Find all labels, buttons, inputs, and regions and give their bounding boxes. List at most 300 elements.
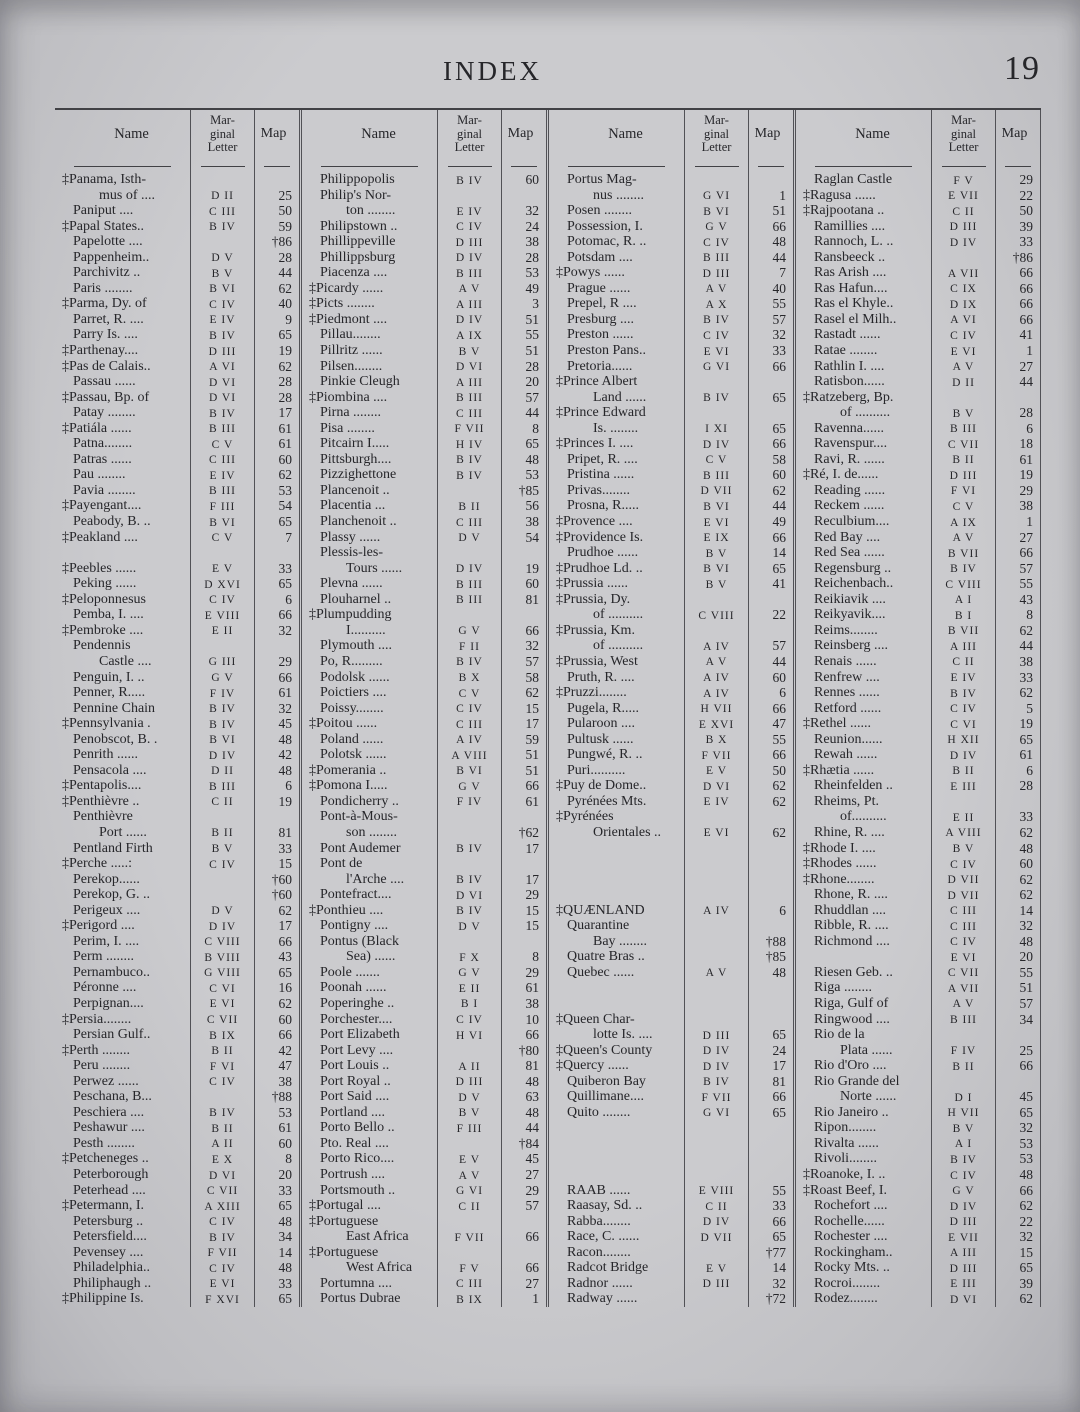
entry-map-number xyxy=(748,856,793,872)
entry-name: ‡Ragusa ...... xyxy=(803,187,876,203)
index-row xyxy=(302,1214,546,1230)
entry-marginal-letter: B IV xyxy=(437,452,501,468)
entry-name: ‡Provence .... xyxy=(556,514,633,530)
entry-name xyxy=(549,996,684,1012)
index-row xyxy=(796,172,1040,188)
entry-map-number: 44 xyxy=(995,638,1040,654)
index-row xyxy=(796,498,1040,514)
index-row xyxy=(302,421,546,437)
index-row xyxy=(302,872,546,888)
entry-marginal-letter: D VI xyxy=(190,374,254,390)
entry-map-number: 57 xyxy=(501,654,546,670)
entry-name: Ripon........ xyxy=(814,1120,877,1136)
entry-map-number xyxy=(748,841,793,857)
index-row-blank xyxy=(549,980,793,996)
index-row xyxy=(549,219,793,235)
index-row xyxy=(549,1183,793,1199)
entry-name: Regensburg .. xyxy=(814,560,892,576)
entry-marginal-letter: B II xyxy=(437,498,501,514)
entry-marginal-letter: D IV xyxy=(684,436,748,452)
entry-name: Pemba, I. .... xyxy=(73,607,144,623)
index-row xyxy=(55,234,299,250)
entry-map-number xyxy=(995,1027,1040,1043)
entry-marginal-letter: B X xyxy=(684,732,748,748)
entry-name: Parry Is. .... xyxy=(73,327,138,343)
entry-map-number: 39 xyxy=(995,1276,1040,1292)
entry-name: Rochester .... xyxy=(814,1229,888,1245)
index-row xyxy=(55,996,299,1012)
entry-map-number: 81 xyxy=(254,825,299,841)
index-row xyxy=(549,343,793,359)
entry-map-number: 19 xyxy=(254,794,299,810)
entry-map-number: 62 xyxy=(748,483,793,499)
entry-map-number: 61 xyxy=(995,747,1040,763)
index-row xyxy=(302,1167,546,1183)
entry-marginal-letter: E III xyxy=(931,778,995,794)
entry-map-number: 8 xyxy=(501,421,546,437)
entry-map-number: 40 xyxy=(254,296,299,312)
index-row xyxy=(796,281,1040,297)
entry-name: ‡Rhætia ...... xyxy=(803,762,875,778)
entry-map-number: 28 xyxy=(995,778,1040,794)
entry-map-number: 14 xyxy=(748,545,793,561)
entry-marginal-letter: A V xyxy=(437,281,501,297)
index-row xyxy=(302,1291,546,1307)
index-row xyxy=(302,1229,546,1245)
entry-map-number xyxy=(748,918,793,934)
entry-map-number: 48 xyxy=(254,732,299,748)
index-row xyxy=(796,1214,1040,1230)
entry-name: ‡Rhode I. .... xyxy=(803,840,876,856)
entry-map-number: 62 xyxy=(995,872,1040,888)
entry-name: Radway ...... xyxy=(567,1291,638,1307)
index-row xyxy=(302,747,546,763)
entry-map-number: 55 xyxy=(748,732,793,748)
index-row xyxy=(55,219,299,235)
index-row xyxy=(796,545,1040,561)
entry-marginal-letter: D IV xyxy=(437,250,501,266)
entry-name: ‡Pas de Calais.. xyxy=(62,358,151,374)
entry-name: Pirna ........ xyxy=(320,405,382,421)
entry-marginal-letter xyxy=(931,794,995,810)
entry-map-number: 17 xyxy=(501,841,546,857)
entry-marginal-letter: C V xyxy=(931,498,995,514)
entry-map-number: 81 xyxy=(501,1058,546,1074)
index-table xyxy=(55,108,1041,1307)
index-row xyxy=(796,1151,1040,1167)
entry-map-number: 43 xyxy=(995,592,1040,608)
entry-marginal-letter xyxy=(684,592,748,608)
entry-map-number: 24 xyxy=(748,1043,793,1059)
index-row xyxy=(55,576,299,592)
entry-name: Portsmouth .. xyxy=(320,1182,396,1198)
index-row xyxy=(796,561,1040,577)
entry-marginal-letter: F IV xyxy=(931,1043,995,1059)
entry-name: ‡Powys ...... xyxy=(556,265,625,281)
index-row xyxy=(549,607,793,623)
entry-name xyxy=(549,1167,684,1183)
entry-map-number: †85 xyxy=(748,949,793,965)
entry-marginal-letter xyxy=(437,1043,501,1059)
header-name: Name xyxy=(855,126,890,142)
entry-map-number: 65 xyxy=(254,965,299,981)
index-row xyxy=(796,763,1040,779)
index-row xyxy=(302,343,546,359)
entry-map-number xyxy=(748,623,793,639)
entry-marginal-letter: E IV xyxy=(684,794,748,810)
entry-name: Prague ...... xyxy=(567,280,631,296)
entry-name: Poperinghe .. xyxy=(320,995,395,1011)
entry-marginal-letter: B III xyxy=(190,778,254,794)
entry-marginal-letter: G V xyxy=(190,670,254,686)
entry-marginal-letter: F III xyxy=(190,498,254,514)
index-row xyxy=(796,965,1040,981)
entry-map-number: 55 xyxy=(748,1183,793,1199)
index-row xyxy=(302,1058,546,1074)
entry-map-number: 27 xyxy=(995,530,1040,546)
entry-map-number: 1 xyxy=(995,514,1040,530)
entry-name: Penguin, I. .. xyxy=(73,669,145,685)
entry-marginal-letter: G VI xyxy=(684,359,748,375)
header-rule xyxy=(942,166,986,167)
entry-marginal-letter: A III xyxy=(931,638,995,654)
entry-map-number: 44 xyxy=(501,405,546,421)
entry-marginal-letter: B VI xyxy=(190,732,254,748)
entry-name: Portumna .... xyxy=(320,1275,392,1291)
index-row xyxy=(302,576,546,592)
entry-name: Pungwé, R. .. xyxy=(567,747,643,763)
entry-marginal-letter: G V xyxy=(931,1183,995,1199)
entry-marginal-letter: F IV xyxy=(190,685,254,701)
entry-marginal-letter xyxy=(190,809,254,825)
entry-marginal-letter xyxy=(684,809,748,825)
entry-marginal-letter: A V xyxy=(684,965,748,981)
entry-map-number: 53 xyxy=(501,467,546,483)
index-row xyxy=(55,701,299,717)
entry-name: Rannoch, L. .. xyxy=(814,234,894,250)
entry-name: Potsdam .... xyxy=(567,249,633,265)
entry-marginal-letter xyxy=(190,872,254,888)
index-row xyxy=(55,592,299,608)
entry-name: ‡Pruzzi........ xyxy=(556,685,627,701)
entry-map-number: 55 xyxy=(501,327,546,343)
entry-name: ‡Queen's County xyxy=(556,1042,653,1058)
entry-map-number: 66 xyxy=(995,312,1040,328)
entry-name: Rabba........ xyxy=(567,1213,631,1229)
entry-name: ‡Rajpootana .. xyxy=(803,203,885,219)
index-row xyxy=(796,1058,1040,1074)
entry-map-number: 61 xyxy=(501,794,546,810)
entry-marginal-letter: A VI xyxy=(931,312,995,328)
entry-map-number: 22 xyxy=(995,1214,1040,1230)
header-marginal: Mar- xyxy=(457,113,482,127)
entry-name: ‡Pembroke .... xyxy=(62,622,144,638)
entry-name: Port Louis .. xyxy=(320,1058,390,1074)
entry-map-number: 38 xyxy=(501,514,546,530)
entry-marginal-letter: A V xyxy=(931,359,995,375)
index-row xyxy=(796,1229,1040,1245)
entry-name: Pappenheim.. xyxy=(73,249,150,265)
entry-map-number: 53 xyxy=(995,1136,1040,1152)
entry-map-number: 57 xyxy=(995,561,1040,577)
entry-marginal-letter: C IV xyxy=(437,701,501,717)
entry-name: Perekop...... xyxy=(73,871,140,887)
index-row xyxy=(796,219,1040,235)
index-row xyxy=(549,1012,793,1028)
entry-map-number: 60 xyxy=(501,576,546,592)
index-row xyxy=(55,343,299,359)
entry-map-number: 66 xyxy=(748,701,793,717)
entry-marginal-letter xyxy=(437,188,501,204)
entry-name: ‡Portuguese xyxy=(309,1213,379,1229)
entry-marginal-letter: D VII xyxy=(684,1229,748,1245)
column-header: Name Mar- ginal Letter Map xyxy=(302,110,546,172)
entry-name: Philadelphia.. xyxy=(73,1260,150,1276)
entry-marginal-letter: B II xyxy=(190,1043,254,1059)
entry-name: ‡Picts ........ xyxy=(309,296,375,312)
index-rows xyxy=(55,172,299,1307)
entry-map-number: 48 xyxy=(995,1167,1040,1183)
entry-name: Philiphaugh .. xyxy=(73,1275,152,1291)
entry-name: Portrush .... xyxy=(320,1167,385,1182)
index-row xyxy=(302,1120,546,1136)
index-row xyxy=(55,561,299,577)
entry-name: Bay ........ xyxy=(593,933,648,949)
entry-map-number: 56 xyxy=(501,498,546,514)
entry-map-number: 34 xyxy=(254,1229,299,1245)
entry-map-number: 50 xyxy=(748,763,793,779)
entry-name: ‡Roanoke, I. .. xyxy=(803,1167,886,1182)
header-marginal: Mar- xyxy=(210,113,235,127)
entry-name: Rasel el Milh.. xyxy=(814,311,897,327)
entry-map-number: 20 xyxy=(995,949,1040,965)
index-row xyxy=(549,1058,793,1074)
entry-name: of .......... xyxy=(593,607,644,623)
entry-map-number: 34 xyxy=(995,1012,1040,1028)
entry-marginal-letter: G VI xyxy=(684,188,748,204)
index-row xyxy=(55,281,299,297)
entry-marginal-letter: A VII xyxy=(931,980,995,996)
entry-map-number: 62 xyxy=(995,1198,1040,1214)
entry-marginal-letter: F XVI xyxy=(190,1291,254,1307)
index-row xyxy=(796,1291,1040,1307)
index-row-blank xyxy=(549,996,793,1012)
entry-name: Petersfield.... xyxy=(73,1229,147,1245)
entry-marginal-letter: F VII xyxy=(684,747,748,763)
entry-name: Ravenspur.... xyxy=(814,436,888,452)
entry-name: Raasay, Sd. .. xyxy=(567,1198,643,1214)
entry-map-number: 51 xyxy=(501,763,546,779)
entry-name: Podolsk ...... xyxy=(320,669,390,685)
entry-marginal-letter: E VI xyxy=(931,343,995,359)
entry-marginal-letter: A IV xyxy=(437,732,501,748)
entry-name: Prepel, R .... xyxy=(567,296,637,312)
entry-name: Pto. Real .... xyxy=(320,1135,389,1151)
entry-name: Pont Audemer xyxy=(320,840,401,856)
index-row xyxy=(302,265,546,281)
index-row xyxy=(55,670,299,686)
entry-marginal-letter: B IV xyxy=(190,701,254,717)
entry-name: Pau ........ xyxy=(73,467,126,483)
entry-map-number: 51 xyxy=(501,747,546,763)
index-row xyxy=(55,638,299,654)
entry-marginal-letter xyxy=(437,1214,501,1230)
index-row xyxy=(55,1229,299,1245)
index-row xyxy=(549,1027,793,1043)
entry-map-number xyxy=(995,794,1040,810)
entry-marginal-letter xyxy=(190,234,254,250)
entry-marginal-letter: D VI xyxy=(190,1167,254,1183)
entry-map-number: 38 xyxy=(254,1074,299,1090)
entry-marginal-letter xyxy=(684,887,748,903)
index-row xyxy=(796,794,1040,810)
entry-map-number: 44 xyxy=(748,498,793,514)
index-row xyxy=(55,856,299,872)
entry-name: ‡Pomerania .. xyxy=(309,762,387,778)
entry-map-number: 15 xyxy=(501,701,546,717)
entry-name: Rhuddlan .... xyxy=(814,902,886,918)
entry-map-number: 65 xyxy=(748,421,793,437)
entry-marginal-letter: C VII xyxy=(931,436,995,452)
entry-map-number: 32 xyxy=(254,623,299,639)
entry-marginal-letter xyxy=(931,1074,995,1090)
entry-marginal-letter: D VI xyxy=(684,778,748,794)
entry-map-number xyxy=(501,188,546,204)
entry-map-number: 62 xyxy=(995,825,1040,841)
entry-marginal-letter: B III xyxy=(684,250,748,266)
entry-marginal-letter: B V xyxy=(931,405,995,421)
entry-marginal-letter xyxy=(437,1245,501,1261)
entry-marginal-letter: B IV xyxy=(190,716,254,732)
index-row xyxy=(55,1214,299,1230)
entry-marginal-letter: B IV xyxy=(437,172,501,188)
header-rule xyxy=(815,166,912,167)
index-row xyxy=(55,809,299,825)
index-row xyxy=(302,359,546,375)
index-row xyxy=(302,996,546,1012)
index-row xyxy=(796,1027,1040,1043)
entry-map-number: 66 xyxy=(501,1229,546,1245)
index-row xyxy=(302,763,546,779)
index-row xyxy=(796,872,1040,888)
entry-marginal-letter: C IV xyxy=(931,327,995,343)
index-row xyxy=(302,1043,546,1059)
index-row xyxy=(55,436,299,452)
index-row xyxy=(796,265,1040,281)
entry-name: ‡Papal States.. xyxy=(62,218,145,234)
entry-name: Plymouth .... xyxy=(320,638,392,654)
index-row xyxy=(55,390,299,406)
entry-marginal-letter: C III xyxy=(437,716,501,732)
entry-map-number: 41 xyxy=(995,327,1040,343)
entry-name: Pretoria...... xyxy=(567,358,633,374)
entry-marginal-letter: A II xyxy=(190,1136,254,1152)
index-row xyxy=(55,1260,299,1276)
entry-name: ‡Rhodes ...... xyxy=(803,856,877,872)
index-row xyxy=(302,234,546,250)
index-row xyxy=(55,452,299,468)
index-row xyxy=(796,436,1040,452)
entry-name: Reikyavik.... xyxy=(814,607,886,623)
entry-name: Presburg .... xyxy=(567,311,635,327)
entry-marginal-letter: B VI xyxy=(684,203,748,219)
index-row xyxy=(549,1198,793,1214)
entry-marginal-letter: D III xyxy=(684,265,748,281)
entry-name: Peterhead .... xyxy=(73,1182,146,1198)
entry-name: Reikiavik .... xyxy=(814,591,886,607)
entry-marginal-letter: E XVI xyxy=(684,716,748,732)
entry-marginal-letter: A III xyxy=(437,296,501,312)
index-row xyxy=(549,188,793,204)
entry-marginal-letter xyxy=(437,483,501,499)
entry-name: ‡Providence Is. xyxy=(556,529,644,545)
entry-name: Philip's Nor- xyxy=(320,187,392,203)
entry-map-number: 19 xyxy=(501,561,546,577)
entry-map-number: 28 xyxy=(254,390,299,406)
entry-name: Pripet, R. .... xyxy=(567,451,638,467)
index-row xyxy=(55,1043,299,1059)
index-row xyxy=(302,638,546,654)
index-row xyxy=(302,841,546,857)
entry-name: Pultusk ...... xyxy=(567,731,634,747)
entry-name: Portland .... xyxy=(320,1104,385,1120)
entry-name: Radcot Bridge xyxy=(567,1260,649,1276)
entry-map-number xyxy=(748,1120,793,1136)
entry-marginal-letter: D VI xyxy=(931,1291,995,1307)
index-row xyxy=(796,825,1040,841)
entry-name: Renais ...... xyxy=(814,653,877,669)
index-row xyxy=(302,934,546,950)
entry-marginal-letter: C VII xyxy=(931,965,995,981)
entry-map-number: 55 xyxy=(995,965,1040,981)
entry-marginal-letter: C VIII xyxy=(931,576,995,592)
entry-name: ‡Prussia ...... xyxy=(556,576,628,592)
index-row xyxy=(55,607,299,623)
index-row xyxy=(549,452,793,468)
index-column-groups xyxy=(55,110,1041,1307)
index-row xyxy=(302,965,546,981)
entry-map-number: 6 xyxy=(995,763,1040,779)
entry-map-number: 62 xyxy=(254,359,299,375)
entry-map-number: 33 xyxy=(254,561,299,577)
index-row xyxy=(549,234,793,250)
entry-map-number: 17 xyxy=(254,918,299,934)
entry-marginal-letter xyxy=(684,1151,748,1167)
header-rule xyxy=(321,166,418,167)
index-row xyxy=(549,623,793,639)
entry-marginal-letter: A V xyxy=(931,530,995,546)
index-row xyxy=(549,498,793,514)
entry-name: East Africa xyxy=(346,1229,409,1245)
entry-name xyxy=(549,872,684,888)
entry-marginal-letter: C II xyxy=(190,794,254,810)
index-row xyxy=(55,327,299,343)
entry-marginal-letter xyxy=(931,250,995,266)
index-row xyxy=(302,296,546,312)
entry-map-number: 17 xyxy=(254,405,299,421)
entry-map-number: 65 xyxy=(748,390,793,406)
entry-map-number: 33 xyxy=(748,343,793,359)
index-row xyxy=(796,452,1040,468)
entry-marginal-letter: E III xyxy=(931,1276,995,1292)
header-map: Map xyxy=(507,126,534,141)
index-row xyxy=(55,1089,299,1105)
entry-map-number: 66 xyxy=(254,934,299,950)
index-row xyxy=(796,514,1040,530)
index-row xyxy=(55,265,299,281)
entry-name: Red Sea ...... xyxy=(814,545,885,561)
entry-name: Port Said .... xyxy=(320,1089,390,1105)
